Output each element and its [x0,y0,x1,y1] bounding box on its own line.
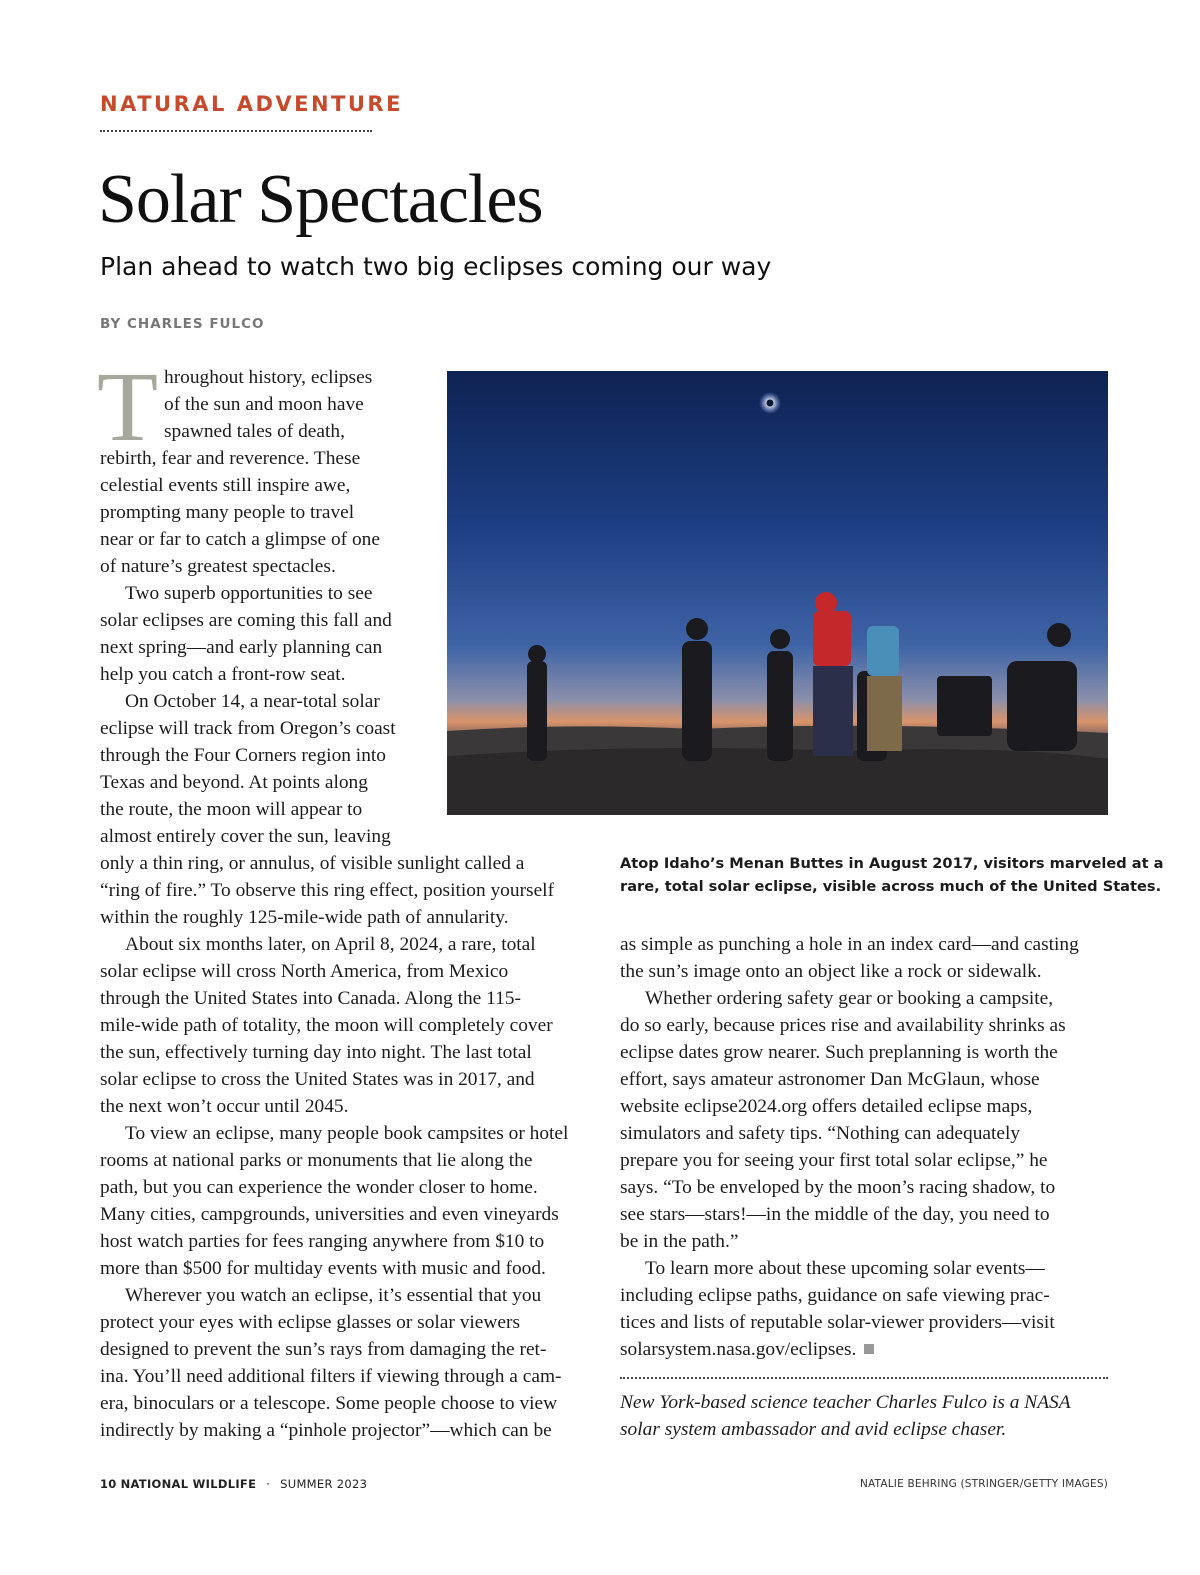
body-line: To view an eclipse, many people book campsites or hotel [125,1123,569,1144]
caption-line: Atop Idaho’s Menan Buttes in August 2017, visitors marveled at a [620,855,1164,872]
drop-cap: T [97,351,159,462]
body-line: near or far to catch a glimpse of one [100,529,380,550]
photo-caption [620,852,1164,898]
body-line: next spring—and early planning can [100,637,383,658]
body-line: says. “To be enveloped by the moon’s racing shadow, to [620,1177,1056,1198]
body-line: path, but you can experience the wonder closer to home. [100,1177,538,1198]
folio-separator: · [266,1477,271,1491]
photo-credit: NATALIE BEHRING (STRINGER/GETTY IMAGES) [859,1478,1108,1490]
body-line: help you catch a front-row seat. [100,664,346,685]
eclipse-photo [447,371,1108,815]
article-subtitle: Plan ahead to watch two big eclipses coming our way [100,252,772,281]
body-line: celestial events still inspire awe, [100,475,351,496]
magazine-name: NATIONAL WILDLIFE [120,1477,257,1491]
body-line: solar eclipses are coming this fall and [100,610,392,631]
body-line: tices and lists of reputable solar-viewer providers—visit [620,1312,1055,1333]
body-line: To learn more about these upcoming solar events— [645,1258,1045,1279]
body-line: website eclipse2024.org offers detailed eclipse maps, [620,1096,1033,1117]
body-line: designed to prevent the sun’s rays from damaging the ret- [100,1339,547,1360]
body-line: Many cities, campgrounds, universities and even vineyards [100,1204,559,1225]
body-line: ina. You’ll need additional filters if viewing through a cam- [100,1366,562,1387]
article-title: Solar Spectacles [98,161,543,238]
caption-line: rare, total solar eclipse, visible across much of the United States. [620,878,1162,895]
body-line: Wherever you watch an eclipse, it’s essential that you [125,1285,542,1306]
footer-folio [100,1477,367,1491]
byline: BY CHARLES FULCO [100,316,265,332]
body-line: hroughout history, eclipses [164,367,373,388]
body-line: spawned tales of death, [164,421,345,442]
body-line: be in the path.” [620,1231,739,1252]
section-label: NATURAL ADVENTURE [100,92,403,116]
body-line: host watch parties for fees ranging anywhere from $10 to [100,1231,545,1252]
page-number: 10 [100,1477,117,1491]
body-line: almost entirely cover the sun, leaving [100,826,391,847]
body-line: solar eclipse will cross North America, from Mexico [100,961,509,982]
body-line: protect your eyes with eclipse glasses or solar viewers [100,1312,521,1333]
body-line: through the United States into Canada. Along the 115- [100,988,521,1009]
body-line: prepare you for seeing your first total solar eclipse,” he [620,1150,1048,1171]
body-line: solar eclipse to cross the United States was in 2017, and [100,1069,535,1090]
body-line: of nature’s greatest spectacles. [100,556,336,577]
body-line: mile-wide path of totality, the moon will completely cover [100,1015,553,1036]
body-line: including eclipse paths, guidance on safe viewing prac- [620,1285,1050,1306]
section-rule [100,130,372,132]
end-mark-icon [864,1344,874,1354]
body-line: do so early, because prices rise and availability shrinks as [620,1015,1066,1036]
body-line: see stars—stars!—in the middle of the day, you need to [620,1204,1050,1225]
body-line: only a thin ring, or annulus, of visible sunlight called a [100,853,525,874]
body-line: prompting many people to travel [100,502,355,523]
body-line: Two superb opportunities to see [125,583,373,604]
body-line: About six months later, on April 8, 2024, a rare, total [125,934,536,955]
body-line: rooms at national parks or monuments that lie along the [100,1150,533,1171]
body-line: within the roughly 125-mile-wide path of annularity. [100,907,509,928]
body-line: the sun’s image onto an object like a rock or sidewalk. [620,961,1042,982]
body-line: eclipse will track from Oregon’s coast [100,718,396,739]
body-line: the sun, effectively turning day into night. The last total [100,1042,532,1063]
bio-rule [620,1377,1108,1379]
body-line: the next won’t occur until 2045. [100,1096,349,1117]
body-line: Texas and beyond. At points along [100,772,368,793]
body-line: eclipse dates grow nearer. Such preplanning is worth the [620,1042,1058,1063]
body-line: On October 14, a near-total solar [125,691,380,712]
bio-line: New York-based science teacher Charles Fulco is a NASA [620,1392,1071,1413]
issue-date: SUMMER 2023 [280,1477,368,1491]
body-line: as simple as punching a hole in an index card—and casting [620,934,1079,955]
bio-line: solar system ambassador and avid eclipse chaser. [620,1419,1007,1440]
body-line: effort, says amateur astronomer Dan McGlaun, whose [620,1069,1040,1090]
body-line-text: solarsystem.nasa.gov/eclipses. [620,1339,857,1360]
body-line: through the Four Corners region into [100,745,386,766]
body-line: era, binoculars or a telescope. Some people choose to view [100,1393,558,1414]
body-line: more than $500 for multiday events with music and food. [100,1258,546,1279]
body-line: rebirth, fear and reverence. These [100,448,361,469]
body-line: Whether ordering safety gear or booking a campsite, [645,988,1054,1009]
body-line: the route, the moon will appear to [100,799,363,820]
body-line: “ring of fire.” To observe this ring effect, position yourself [100,880,555,901]
body-line: simulators and safety tips. “Nothing can adequately [620,1123,1021,1144]
body-line [620,1336,874,1363]
body-line: of the sun and moon have [164,394,364,415]
body-line: indirectly by making a “pinhole projector”—which can be [100,1420,552,1441]
